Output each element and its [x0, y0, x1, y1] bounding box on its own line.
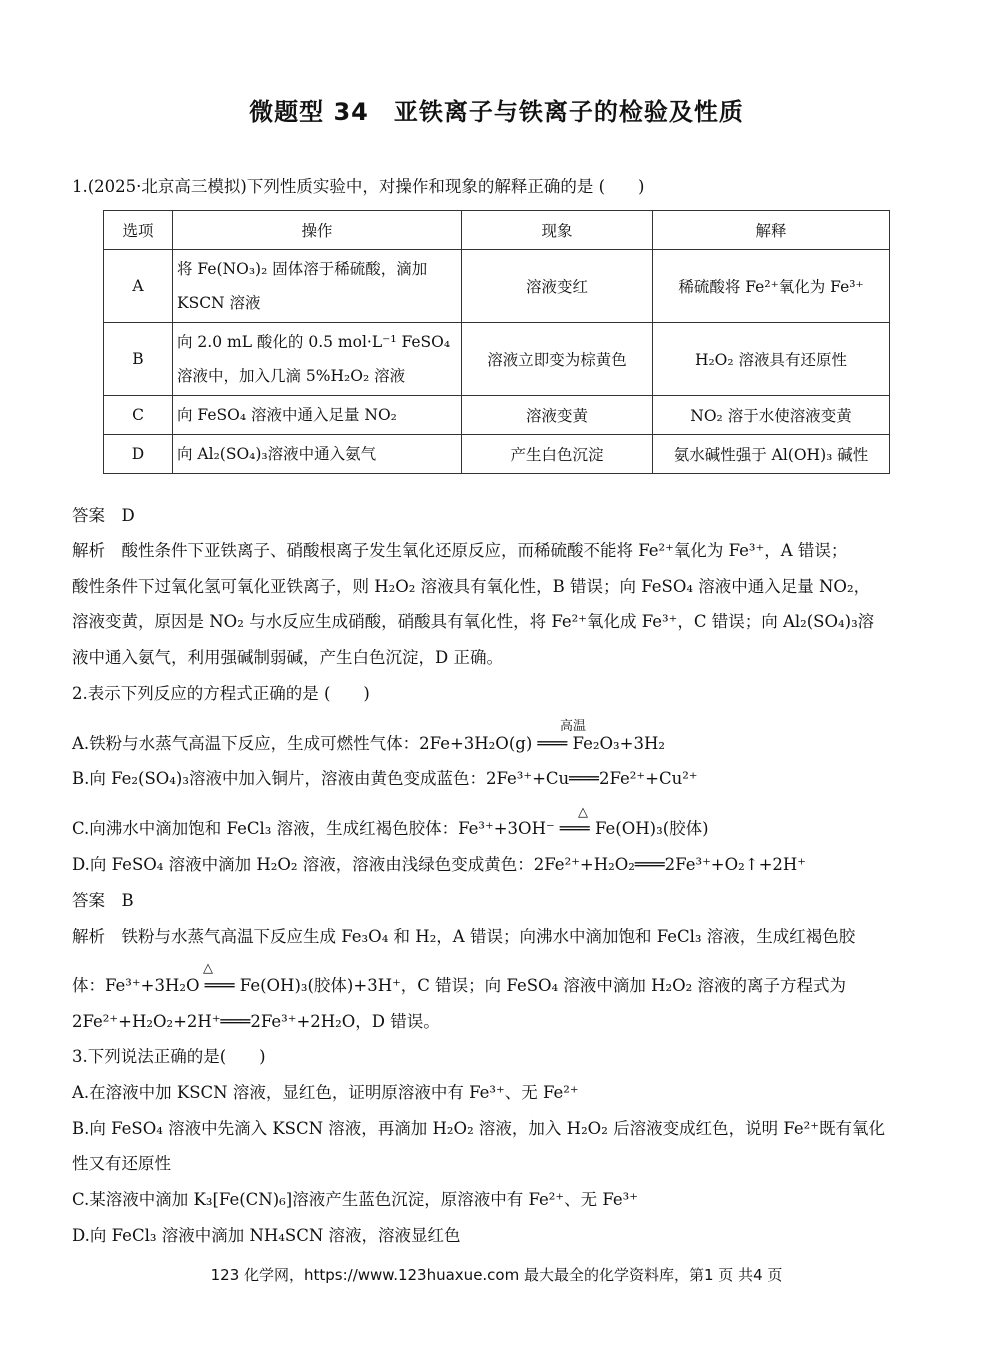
- q2-stem: 2.表示下列反应的方程式正确的是 ( ): [72, 684, 370, 703]
- row-phenomenon: 溶液变红: [462, 250, 653, 323]
- q3-option-a: A.在溶液中加 KSCN 溶液，显红色，证明原溶液中有 Fe³⁺、无 Fe²⁺: [72, 1083, 579, 1102]
- table-row: [104, 435, 890, 474]
- row-operation: 向 FeSO₄ 溶液中通入足量 NO₂: [173, 396, 462, 435]
- page-footer: 123 化学网，https://www.123huaxue.com 最大最全的化学资料库，第1 页 共4 页: [210, 1266, 783, 1284]
- col-header-explanation: 解释: [653, 211, 890, 250]
- q1-answer: 答案 D: [72, 506, 135, 525]
- q3-option-d: D.向 FeCl₃ 溶液中滴加 NH₄SCN 溶液，溶液显红色: [72, 1226, 461, 1245]
- table-row: [104, 323, 890, 396]
- row-explanation: 氨水碱性强于 Al(OH)₃ 碱性: [653, 435, 890, 474]
- row-option: C: [104, 396, 173, 435]
- row-option: B: [104, 323, 173, 396]
- q2-answer: 答案 B: [72, 891, 134, 910]
- q2-option-a: A.铁粉与水蒸气高温下反应，生成可燃性气体：2Fe+3H₂O(g) ═══ Fe₂O₃+3H₂: [72, 734, 665, 753]
- row-phenomenon: 产生白色沉淀: [462, 435, 653, 474]
- q3-option-c: C.某溶液中滴加 K₃[Fe(CN)₆]溶液产生蓝色沉淀，原溶液中有 Fe²⁺、无 Fe³⁺: [72, 1190, 638, 1209]
- col-header-phenomenon: 现象: [462, 211, 653, 250]
- q3-option-b: B.向 FeSO₄ 溶液中先滴入 KSCN 溶液，再滴加 H₂O₂ 溶液，加入 H₂O₂ 后溶液变成红色，说明 Fe²⁺既有氧化: [72, 1119, 885, 1138]
- q2-analysis-line: 体：Fe³⁺+3H₂O ═══ Fe(OH)₃(胶体)+3H⁺，C 错误；向 FeSO₄ 溶液中滴加 H₂O₂ 溶液的离子方程式为: [72, 976, 847, 995]
- operation-line: 将 Fe(NO₃)₂ 固体溶于稀硫酸，滴加: [177, 260, 428, 278]
- row-operation: 向 Al₂(SO₄)₃溶液中通入氨气: [173, 435, 462, 474]
- col-header-option: 选项: [104, 211, 173, 250]
- q1-analysis-line: 酸性条件下过氧化氢可氧化亚铁离子，则 H₂O₂ 溶液具有氧化性，B 错误；向 FeSO₄ 溶液中通入足量 NO₂，: [72, 577, 871, 596]
- row-explanation: NO₂ 溶于水使溶液变黄: [653, 396, 890, 435]
- q3-stem: 3.下列说法正确的是( ): [72, 1047, 266, 1066]
- table-header-row: [104, 211, 890, 250]
- col-header-operation: 操作: [173, 211, 462, 250]
- operation-line: KSCN 溶液: [177, 294, 261, 312]
- row-operation: [173, 250, 462, 323]
- condition-label-high-temp: 高温: [560, 719, 587, 734]
- q1-table: [103, 210, 890, 474]
- q2-analysis-line: 解析 铁粉与水蒸气高温下反应生成 Fe₃O₄ 和 H₂，A 错误；向沸水中滴加饱和 FeCl₃ 溶液，生成红褐色胶: [72, 927, 856, 946]
- row-phenomenon: 溶液立即变为棕黄色: [462, 323, 653, 396]
- condition-label-heat: △: [578, 805, 588, 820]
- q1-analysis-line: 解析 酸性条件下亚铁离子、硝酸根离子发生氧化还原反应，而稀硫酸不能将 Fe²⁺氧化为 Fe³⁺，A 错误；: [72, 541, 848, 560]
- q2-option-c: C.向沸水中滴加饱和 FeCl₃ 溶液，生成红褐色胶体：Fe³⁺+3OH⁻ ═══ Fe(OH)₃(胶体): [72, 819, 709, 838]
- q3-option-b-cont: 性又有还原性: [72, 1154, 171, 1173]
- q1-analysis-line: 液中通入氨气，利用强碱制弱碱，产生白色沉淀，D 正确。: [72, 648, 503, 667]
- q1-analysis-line: 溶液变黄，原因是 NO₂ 与水反应生成硝酸，硝酸具有氧化性，将 Fe²⁺氧化成 Fe³⁺，C 错误；向 Al₂(SO₄)₃溶: [72, 612, 875, 631]
- operation-line: 向 2.0 mL 酸化的 0.5 mol·L⁻¹ FeSO₄: [177, 333, 451, 351]
- q2-option-b: B.向 Fe₂(SO₄)₃溶液中加入铜片，溶液由黄色变成蓝色：2Fe³⁺+Cu═══2Fe²⁺+Cu²⁺: [72, 769, 698, 788]
- table-row: [104, 250, 890, 323]
- row-explanation: H₂O₂ 溶液具有还原性: [653, 323, 890, 396]
- q2-option-d: D.向 FeSO₄ 溶液中滴加 H₂O₂ 溶液，溶液由浅绿色变成黄色：2Fe²⁺+H₂O₂═══2Fe³⁺+O₂↑+2H⁺: [72, 855, 807, 874]
- row-phenomenon: 溶液变黄: [462, 396, 653, 435]
- q1-stem: 1.(2025·北京高三模拟)下列性质实验中，对操作和现象的解释正确的是 ( ): [72, 177, 645, 196]
- operation-line: 溶液中，加入几滴 5%H₂O₂ 溶液: [177, 367, 406, 385]
- row-option: A: [104, 250, 173, 323]
- row-option: D: [104, 435, 173, 474]
- condition-label-heat: △: [203, 961, 213, 976]
- page-title: 微题型 34 亚铁离子与铁离子的检验及性质: [249, 98, 744, 126]
- row-operation: [173, 323, 462, 396]
- q2-analysis-line: 2Fe²⁺+H₂O₂+2H⁺═══2Fe³⁺+2H₂O，D 错误。: [72, 1012, 440, 1031]
- row-explanation: 稀硫酸将 Fe²⁺氧化为 Fe³⁺: [653, 250, 890, 323]
- table-row: [104, 396, 890, 435]
